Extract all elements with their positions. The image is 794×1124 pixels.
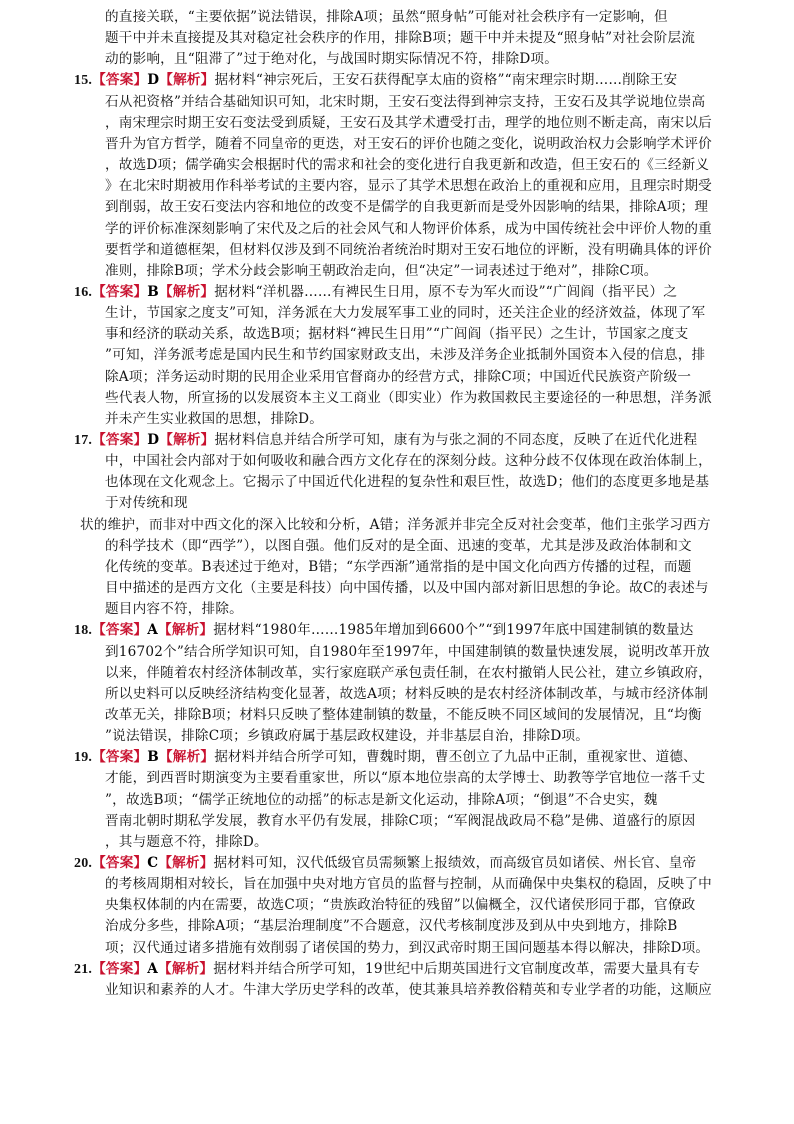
item-first-line [74,960,700,979]
analysis-line: 治成分多些，排除A项；“基层治理制度”不合题意，汉代考核制度涉及到从中央到地方，排除B [105,918,678,935]
analysis-line: 事和经济的联动关系，故选B项；据材料“裨民生日用”“广闾阎（指平民）之生计，节国家之度支 [105,326,689,343]
item-first-line [74,71,677,90]
item-first-line [74,283,677,302]
answer-tag: 【答案】 [92,283,148,300]
item-number: 19. [74,750,93,766]
item-number: 15. [74,73,93,89]
analysis-line: 才能，到西晋时期演变为主要看重家世，所以“原本地位崇高的太学博士、助教等学官地位一落千丈 [105,770,706,787]
analysis-tag: 【解析】 [159,72,215,89]
analysis-line: ，南宋理宗时期王安石变法受到质疑，王安石及其学术遭受打击，理学的地位则不断走高，南宋以后 [105,114,712,131]
analysis-line: ，故选D项；儒学确实会根据时代的需求和社会的变化进行自我更新和改造，但王安石的《三经新义 [105,157,710,174]
analysis-line: 于对传统和现 [105,495,188,512]
analysis-line: 化传统的变革。B表述过于绝对，B错；“东学西渐”通常指的是中国文化向西方传播的过程，而题 [105,558,692,575]
analysis-line: 石从祀资格”并结合基础知识可知，北宋时期，王安石变法得到神宗支持，王安石及其学说地位崇高 [105,93,706,110]
analysis-text: 据材料“1980年……1985年增加到6600个”“到1997年底中国建制镇的数量达 [213,622,694,639]
answer-tag: 【答案】 [92,960,148,977]
analysis-line: 状的维护，而非对中西文化的深入比较和分析，A错；洋务派并非完全反对社会变革，他们主张学习西方 [80,516,711,533]
analysis-tag: 【解析】 [159,283,215,300]
analysis-tag: 【解析】 [158,960,214,977]
analysis-line: 晋南北朝时期私学发展，教育水平仍有发展，排除C项；“军阀混战政局不稳”是佛、道盛行的原因 [105,812,696,829]
analysis-line: 晋升为官方哲学，随着不同皇帝的更迭，对王安石的评价也随之变化，说明政治权力会影响学术评价 [105,135,712,152]
analysis-line: 些代表人物，所宣扬的以发展资本主义工商业（即实业）作为救国救民主要途径的一种思想，洋务派 [105,389,712,406]
analysis-line: 到16702个”结合所学知识可知，自1980年至1997年，中国建制镇的数量快速发展，说明改革开放 [105,643,710,660]
item-first-line [74,431,697,450]
analysis-line: 中，中国社会内部对于如何吸收和融合西方文化存在的深刻分歧。这种分歧不仅体现在政治体制上， [105,453,712,470]
intro-line: 动的影响，且“阻滞了”过于绝对化，与战国时期实际情况不符，排除D项。 [105,51,559,68]
analysis-tag: 【解析】 [159,432,215,448]
analysis-line: 题目内容不符，排除。 [105,601,243,618]
analysis-line: 除A项；洋务运动时期的民用企业采用官督商办的经营方式，排除C项；中国近代民族资产阶级一 [105,368,692,385]
answer-tag: 【答案】 [92,622,148,639]
analysis-tag: 【解析】 [158,622,214,639]
answer-letter: A [147,622,159,639]
answer-tag: 【答案】 [92,432,148,448]
analysis-line: 改革无关，排除B项；材料只反映了整体建制镇的数量，不能反映不同区域间的发展情况，且“均衡 [105,706,702,723]
analysis-line: 目中描述的是西方文化（主要是科技）向中国传播，以及中国内部对新旧思想的争论。故C的表述与 [105,580,709,597]
analysis-text: 据材料并结合所学可知，曹魏时期，曹丕创立了九品中正制，重视家世、道德、 [214,749,697,766]
answer-letter: C [147,855,159,871]
analysis-text: 据材料“洋机器……有裨民生日用，原不专为军火而设”“广闾阎（指平民）之 [214,283,678,300]
item-first-line [74,748,697,767]
analysis-line: 的考核周期相对较长，旨在加强中央对地方官员的监督与控制，从而确保中央集权的稳固，反映了中 [105,876,712,893]
analysis-line: 到削弱，故王安石变法内容和地位的改变不是儒学的自我更新而是受外因影响的结果，排除A项；理 [105,199,709,216]
analysis-text: 据材料“神宗死后，王安石获得配享太庙的资格”“南宋理宗时期……削除王安 [214,72,678,89]
analysis-line: ”说法错误，排除C项；乡镇政府属于基层政权建设，并非基层自治，排除D项。 [105,728,590,745]
analysis-line: 业知识和素养的人才。牛津大学历史学科的改革，使其兼具培养教俗精英和专业学者的功能，这顺应 [105,981,712,998]
intro-line: 题干中并未直接提及其对稳定社会秩序的作用，排除B项；题干中并未提及“照身帖”对社会阶层流 [105,30,696,47]
answer-tag: 【答案】 [92,749,148,766]
analysis-line: 学的评价标准深刻影响了宋代及之后的社会风气和人物评价体系，成为中国传统社会中评价人物的重 [105,220,712,237]
analysis-line: 也体现在文化观念上。它揭示了中国近代化进程的复杂性和艰巨性，故选D；他们的态度更多地是基 [105,474,710,491]
analysis-tag: 【解析】 [159,749,215,766]
analysis-text: 据材料信息并结合所学可知，康有为与张之洞的不同态度，反映了在近代化进程 [214,432,698,448]
item-number: 18. [74,623,93,639]
analysis-tag: 【解析】 [158,855,214,871]
answer-letter: B [147,749,159,766]
answer-tag: 【答案】 [92,72,148,89]
analysis-line: ”，故选B项；“儒学正统地位的动摇”的标志是新文化运动，排除A项；“倒退”不合史实，魏 [105,791,658,808]
item-first-line [74,621,694,640]
analysis-line: 的科学技术（即“西学”），以图自强。他们反对的是全面、迅速的变革，尤其是涉及政治体制和文 [105,537,692,554]
analysis-line: 所以史料可以反映经济结构变化显著，故选A项；材料反映的是农村经济体制改革，与城市经济体制 [105,685,709,702]
answer-tag: 【答案】 [92,855,148,871]
analysis-line: ”可知，洋务派考虑是国内民生和节约国家财政支出，未涉及洋务企业抵制外国资本入侵的信息，排 [105,347,706,364]
analysis-line: 》在北宋时期被用作科举考试的主要内容，显示了其学术思想在政治上的重视和应用，且理宗时期受 [105,178,712,195]
analysis-line: 生计，节国家之度支”可知，洋务派在大力发展军事工业的同时，还关注企业的经济效益，体现了军 [105,305,706,322]
answer-letter: B [147,283,159,300]
answer-letter: A [147,960,159,977]
analysis-line: 要哲学和道德框架，但材料仅涉及到不同统治者统治时期对王安石地位的评断，没有明确具体的评价 [105,241,712,258]
analysis-line: 准则，排除B项；学术分歧会影响王朝政治走向，但“决定”一词表述过于绝对”，排除C项。 [105,262,658,279]
analysis-text: 据材料并结合所学可知，19世纪中后期英国进行文官制度改革，需要大量具有专 [213,960,700,977]
intro-line: 的直接关联，“主要依据”说法错误，排除A项；虽然“照身帖”可能对社会秩序有一定影响，但 [105,9,668,25]
item-number: 17. [74,433,93,448]
analysis-line: 项；汉代通过诸多措施有效削弱了诸侯国的势力，到汉武帝时期王国问题基本得以解决，排除D项。 [105,939,710,956]
item-number: 20. [74,856,93,871]
analysis-text: 据材料可知，汉代低级官员需频繁上报绩效，而高级官员如诸侯、州长官、皇帝 [213,855,697,871]
analysis-line: 并未产生实业救国的思想，排除D。 [105,410,324,427]
answer-letter: D [147,72,160,89]
answer-letter: D [147,432,160,448]
item-number: 21. [74,961,93,977]
analysis-line: ，其与题意不符，排除D。 [105,833,268,850]
item-number: 16. [74,284,93,300]
analysis-line: 以来，伴随着农村经济体制改革，实行家庭联产承包责任制，在农村撤销人民公社，建立乡镇政府， [105,664,712,681]
item-first-line [74,854,696,873]
analysis-line: 央集权体制的内在需要，故选C项；“贵族政治特征的残留”以偏概全，汉代诸侯形同于郡，官僚政 [105,897,696,914]
